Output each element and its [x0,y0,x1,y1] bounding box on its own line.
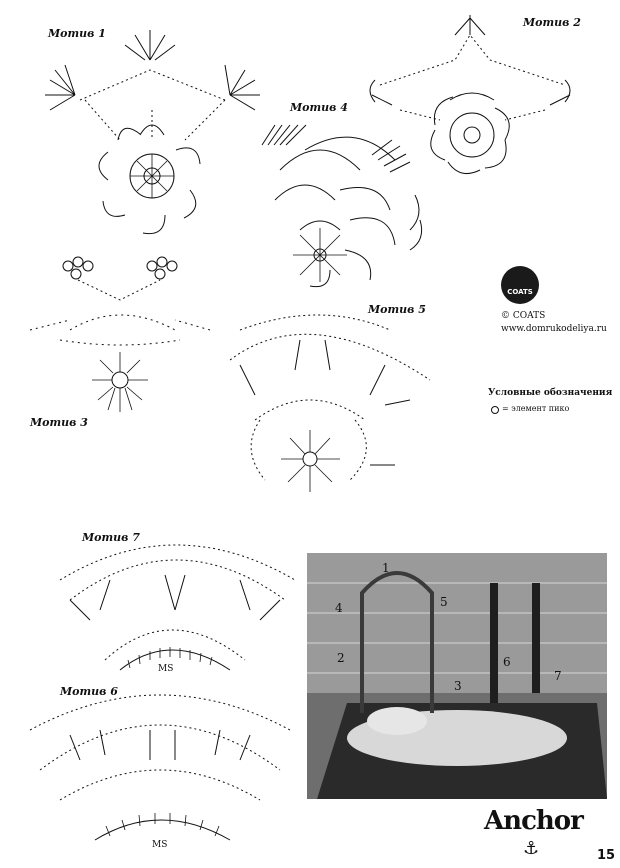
motif-2-diagram [370,15,570,174]
motif-7-label: Мотив 7 [82,531,140,544]
motif-1-label: Мотив 1 [48,27,106,40]
photo-marker-7: 7 [554,669,562,683]
motif-3-diagram [30,257,210,412]
legend-title: Условные обозначения [488,388,613,398]
motif-5-diagram [230,315,430,492]
motif-6-diagram [30,695,290,840]
photo-marker-2: 2 [337,651,345,665]
picot-symbol-icon [492,407,499,414]
anchor-brand-logo: Anchor [484,806,583,836]
table-photo [307,553,607,799]
motif-3-label: Мотив 3 [30,416,88,429]
photo-marker-6: 6 [503,655,511,669]
ms-label-motif-7: MS [158,664,174,674]
photo-marker-5: 5 [440,595,448,609]
copyright-text: © COATS [501,311,546,321]
table-photo-illustration [307,553,607,799]
motif-4-label: Мотив 4 [290,101,348,114]
website-text: www.domrukodeliya.ru [501,324,607,334]
anchor-icon: ⚓ [523,838,540,859]
photo-marker-3: 3 [454,679,462,693]
legend-item [502,404,569,413]
motif-2-label: Мотив 2 [523,16,581,29]
motif-4-diagram [262,125,422,287]
motif-1-diagram [45,30,260,234]
photo-marker-4: 4 [335,601,343,615]
motif-5-label: Мотив 5 [368,303,426,316]
motif-7-diagram [60,545,295,670]
photo-marker-1: 1 [382,561,390,575]
coats-logo [501,266,539,304]
page-number: 15 [597,848,616,863]
motif-6-label: Мотив 6 [60,685,118,698]
legend-item-text: = элемент пико [502,404,570,413]
ms-label-motif-6: MS [152,840,168,850]
coats-logo-text: COATS [507,288,533,296]
